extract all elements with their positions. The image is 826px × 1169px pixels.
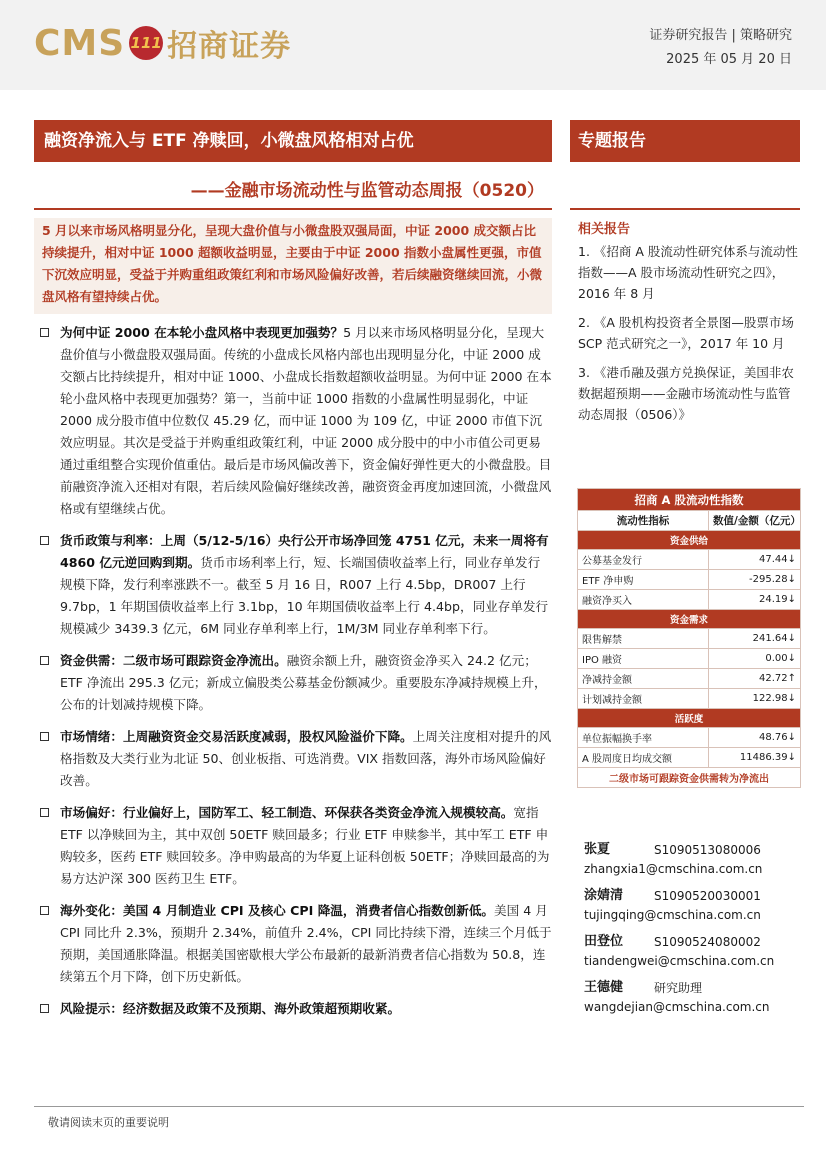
row-label: 单位振幅换手率 <box>578 728 709 748</box>
table-row <box>578 590 801 610</box>
row-value: 48.76 <box>758 732 788 743</box>
table-section-header: 资金供给 <box>578 531 801 550</box>
report-title: 融资净流入与 ETF 净赎回，小微盘风格相对占优 <box>34 120 552 162</box>
row-value: 122.98 <box>752 693 788 704</box>
row-label: A 股周度日均成交额 <box>578 748 709 768</box>
arrow-down-icon: ↓ <box>787 693 796 704</box>
logo-badge-icon: 111 <box>129 26 163 60</box>
arrow-down-icon: ↓ <box>787 633 796 644</box>
row-value: 11486.39 <box>739 752 788 763</box>
row-value: 0.00 <box>765 653 788 664</box>
arrow-down-icon: ↓ <box>787 574 796 585</box>
title-divider <box>34 208 552 210</box>
liquidity-index-table <box>577 488 801 788</box>
bullet-lead: 货币政策与利率：上周（5/12-5/16）央行公开市场净回笼 4751 亿元，未来一周将有 4860 亿元逆回购到期。 <box>60 533 549 570</box>
row-value: -295.28 <box>749 574 788 585</box>
analyst-name: 王德健 <box>584 980 624 995</box>
logo-chinese-name: 招商证券 <box>167 29 292 64</box>
bullet-text: 5 月以来市场风格明显分化，呈现大盘价值与小微盘股双强局面。传统的小盘成长风格内部也出现明显分化，中证 2000 成交额占比持续提升，相对中证 1000、小盘成长指数超额收益明显。为何中证 2000 在本轮小盘风格中表现更加强势？第一，当前中证 1000 指数的小盘属性明显弱化，中证 2000 成分股市值中位数仅 45.29 亿，而中证 1000 为 109 亿，中证 2000 市值下沉效应明显。其次是受益于并购重组政策红利，中证 2000 成分股中的中小市值公司更易通过重组整合实现价值重估。最后是市场风偏改善下，资金偏好弹性更大的小微盘股。目前融资净流入还相对有限，若后续风险偏好继续改善，融资资金再度加速回流，小微盘风格或有望继续占优。 <box>60 325 552 516</box>
analyst-certificate: S1090524080002 <box>654 935 761 949</box>
row-label: 净减持金额 <box>578 669 709 689</box>
analyst-name: 涂婧清 <box>584 888 624 903</box>
analyst-certificate: 研究助理 <box>654 981 703 995</box>
table-row <box>578 728 801 748</box>
footer-divider <box>34 1106 804 1107</box>
bullet-list <box>34 322 552 1030</box>
bullet-text: 美国 4 月 CPI 同比升 2.3%，预期升 2.34%，前值升 2.4%，CPI 同比持续下滑，连续三个月低于预期，美国通胀降温。根据美国密歇根大学公布最新的最新消费者信心指数为 50.8，连续第五个月下降，创下历史新低。 <box>60 903 552 984</box>
analyst-entry <box>584 886 804 924</box>
related-report-item[interactable]: 3. 《港币融及强方兑换保证，美国非农数据超预期——金融市场流动性与监管动态周报（0506）》 <box>578 365 794 422</box>
bullet-text: 上周关注度相对提升的风格指数及大类行业为北证 50、创业板指、可选消费。VIX 指数回落，海外市场风险偏好改善。 <box>60 729 552 788</box>
analyst-name: 张夏 <box>584 842 611 857</box>
arrow-up-icon: ↑ <box>787 673 796 684</box>
row-label: IPO 融资 <box>578 649 709 669</box>
bullet-lead: 市场情绪：上周融资资金交易活跃度减弱，股权风险溢价下降。 <box>60 729 413 744</box>
related-reports <box>578 218 800 433</box>
bullet-text: 货币市场利率上行，短、长端国债收益率上行，同业存单发行规模下降，发行利率涨跌不一。截至 5 月 16 日，R007 上行 4.5bp，DR007 上行 9.7bp，1 年期国债收益率上行 3.1bp，10 年期国债收益率上行 4.4bp，同业存单发行规模减少 3439.3 亿元，6M 同业存单利率上行，1M/3M 同业存单利率下行。 <box>60 555 549 636</box>
bullet-lead: 为何中证 2000 在本轮小盘风格中表现更加强势？ <box>60 325 344 340</box>
analyst-email-link[interactable]: wangdejian@cmschina.com.cn <box>584 1000 770 1014</box>
checkbox-square-icon <box>40 732 49 741</box>
row-label: 计划减持金额 <box>578 689 709 709</box>
bullet-item <box>34 650 552 716</box>
row-label: 公募基金发行 <box>578 550 709 570</box>
row-value: 24.19 <box>758 594 788 605</box>
table-row <box>578 649 801 669</box>
related-reports-title: 相关报告 <box>578 222 631 237</box>
bullet-lead: 市场偏好：行业偏好上，国防军工、轻工制造、环保获各类资金净流入规模较高。 <box>60 805 514 820</box>
arrow-down-icon: ↓ <box>787 732 796 743</box>
bullet-item <box>34 530 552 640</box>
table-row <box>578 748 801 768</box>
bullet-item <box>34 726 552 792</box>
table-row <box>578 570 801 590</box>
row-label: 限售解禁 <box>578 629 709 649</box>
summary-box: 5 月以来市场风格明显分化，呈现大盘价值与小微盘股双强局面，中证 2000 成交额占比持续提升，相对中证 1000 超额收益明显，主要由于中证 2000 指数小盘属性更强，市值下沉效应明显，受益于并购重组政策红利和市场风险偏好改善，若后续融资继续回流，小微盘风格有望持续占优。 <box>34 218 552 314</box>
bullet-text: 融资余额上升，融资资金净买入 24.2 亿元；ETF 净流出 295.3 亿元；新成立偏股类公募基金份额减少。重要股东净减持规模上升，公布的计划减持规模下降。 <box>60 653 547 712</box>
bullet-lead: 资金供需：二级市场可跟踪资金净流出。 <box>60 653 287 668</box>
row-value-cell <box>709 728 801 748</box>
row-value-cell <box>709 570 801 590</box>
analyst-certificate: S1090513080006 <box>654 843 761 857</box>
analyst-list <box>584 840 804 1024</box>
table-row <box>578 629 801 649</box>
report-type: 证券研究报告 | 策略研究 <box>649 28 792 43</box>
checkbox-square-icon <box>40 906 49 915</box>
table-section-header: 活跃度 <box>578 709 801 728</box>
arrow-down-icon: ↓ <box>787 554 796 565</box>
checkbox-square-icon <box>40 656 49 665</box>
checkbox-square-icon <box>40 536 49 545</box>
related-report-item[interactable]: 1. 《招商 A 股流动性研究体系与流动性指数——A 股市场流动性研究之四》，2016 年 8 月 <box>578 244 798 301</box>
analyst-name: 田登位 <box>584 934 624 949</box>
cms-logo <box>34 20 291 66</box>
logo-text: CMS <box>34 22 126 64</box>
checkbox-square-icon <box>40 808 49 817</box>
row-label: 融资净买入 <box>578 590 709 610</box>
row-value: 42.72 <box>758 673 788 684</box>
table-row <box>578 550 801 570</box>
checkbox-square-icon <box>40 1004 49 1013</box>
footer-disclaimer: 敬请阅读末页的重要说明 <box>48 1116 169 1129</box>
analyst-email-link[interactable]: zhangxia1@cmschina.com.cn <box>584 862 763 876</box>
bullet-item <box>34 322 552 520</box>
arrow-down-icon: ↓ <box>787 653 796 664</box>
row-value-cell <box>709 748 801 768</box>
header-meta <box>649 24 792 72</box>
analyst-email-link[interactable]: tujingqing@cmschina.com.cn <box>584 908 761 922</box>
bullet-lead: 风险提示：经济数据及政策不及预期、海外政策超预期收紧。 <box>60 1001 401 1016</box>
analyst-certificate: S1090520030001 <box>654 889 761 903</box>
analyst-entry <box>584 932 804 970</box>
analyst-entry <box>584 978 804 1016</box>
bullet-item <box>34 900 552 988</box>
table-caption: 招商 A 股流动性指数 <box>578 489 801 511</box>
related-report-item[interactable]: 2. 《A 股机构投资者全景图—股票市场 SCP 范式研究之一》，2017 年 10 月 <box>578 315 794 351</box>
row-value-cell <box>709 669 801 689</box>
analyst-email-link[interactable]: tiandengwei@cmschina.com.cn <box>584 954 775 968</box>
table-row <box>578 689 801 709</box>
special-report-label: 专题报告 <box>570 120 800 162</box>
table-note: 二级市场可跟踪资金供需转为净流出 <box>578 768 801 788</box>
sidebar-divider <box>570 208 800 210</box>
row-value-cell <box>709 590 801 610</box>
bullet-lead: 海外变化：美国 4 月制造业 CPI 及核心 CPI 降温，消费者信心指数创新低。 <box>60 903 495 918</box>
row-value: 241.64 <box>752 633 788 644</box>
row-value-cell <box>709 649 801 669</box>
bullet-item <box>34 998 552 1020</box>
row-value: 47.44 <box>758 554 788 565</box>
col-header-indicator: 流动性指标 <box>578 511 709 531</box>
bullet-text: 宽指 ETF 以净赎回为主，其中双创 50ETF 赎回最多；行业 ETF 申赎参半，其中军工 ETF 申购较多，医药 ETF 赎回较多。净申购最高的为华夏上证科创板 50ETF；净赎回最高的为易方达沪深 300 医药卫生 ETF。 <box>60 805 550 886</box>
checkbox-square-icon <box>40 328 49 337</box>
col-header-value: 数值/金额（亿元） <box>709 511 801 531</box>
analyst-entry <box>584 840 804 878</box>
row-value-cell <box>709 689 801 709</box>
report-subtitle: ——金融市场流动性与监管动态周报（0520） <box>190 181 544 201</box>
row-label: ETF 净申购 <box>578 570 709 590</box>
arrow-down-icon: ↓ <box>787 594 796 605</box>
bullet-item <box>34 802 552 890</box>
row-value-cell <box>709 550 801 570</box>
arrow-down-icon: ↓ <box>787 752 796 763</box>
report-date: 2025 年 05 月 20 日 <box>666 52 792 67</box>
table-row <box>578 669 801 689</box>
table-section-header: 资金需求 <box>578 610 801 629</box>
row-value-cell <box>709 629 801 649</box>
